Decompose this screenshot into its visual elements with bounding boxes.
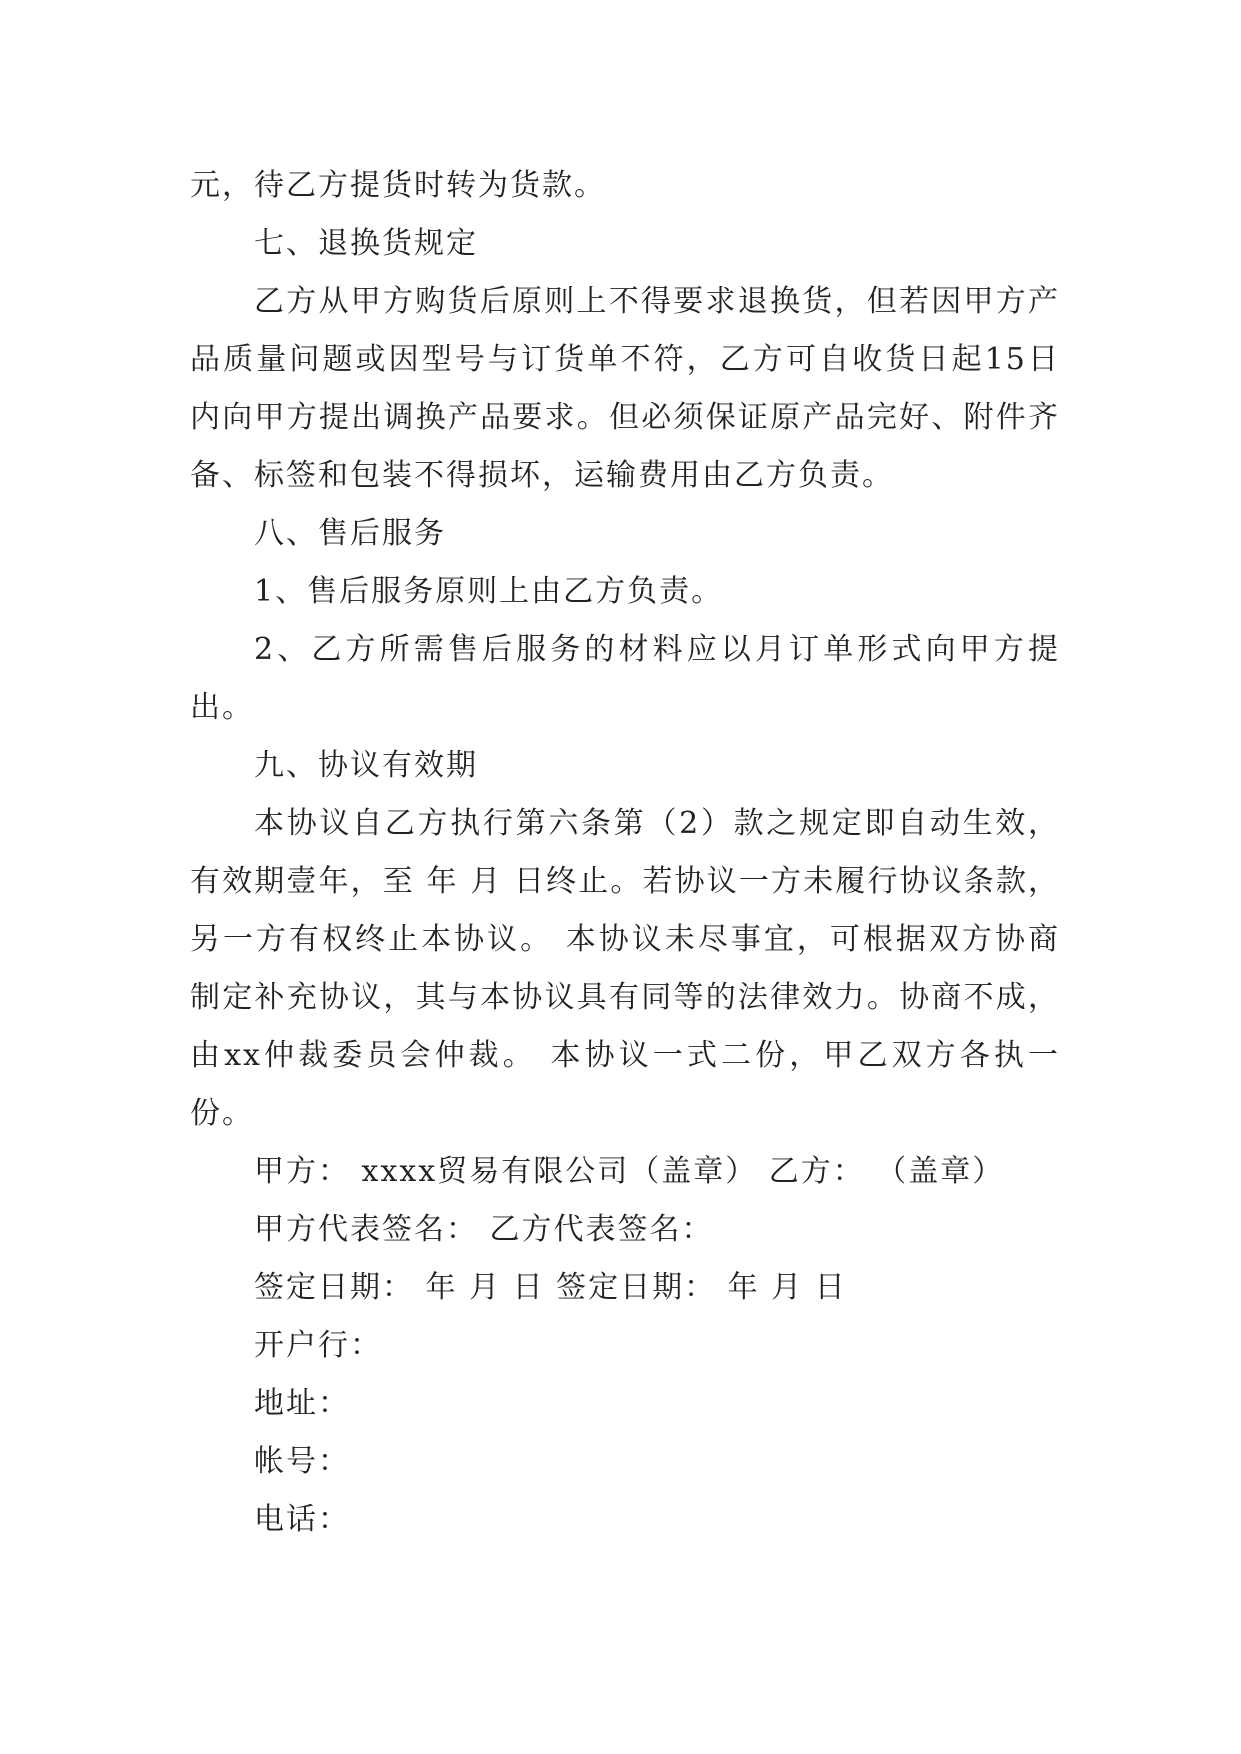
paragraph-validity: 本协议自乙方执行第六条第（2）款之规定即自动生效，有效期壹年，至 年 月 日终止。若协议一方未履行协议条款，另一方有权终止本协议。 本协议未尽事宜，可根据双方协商制定补充协议，其与本协议具有同等的法律效力。协商不成，由xx仲裁委员会仲裁。 本协议一式二份，甲乙双方各执一份。 (190, 806, 1060, 1131)
address-field-label: 地址： (254, 1386, 350, 1421)
signature-parties: 甲方： xxxx贸易有限公司（盖章） 乙方： （盖章） (254, 1154, 1005, 1189)
section-heading-validity: 九、协议有效期 (254, 748, 478, 783)
bank-field-label: 开户行： (254, 1328, 382, 1363)
phone-field-label: 电话： (254, 1502, 350, 1537)
signature-representatives: 甲方代表签名： 乙方代表签名： (254, 1212, 714, 1247)
paragraph-after-sales-1: 1、售后服务原则上由乙方负责。 (254, 574, 724, 609)
section-heading-after-sales: 八、售后服务 (254, 516, 446, 551)
section-heading-returns: 七、退换货规定 (254, 226, 478, 261)
paragraph-continuation: 元，待乙方提货时转为货款。 (190, 168, 606, 203)
signature-dates: 签定日期： 年 月 日 签定日期： 年 月 日 (254, 1270, 847, 1305)
paragraph-returns-policy: 乙方从甲方购货后原则上不得要求退换货，但若因甲方产品质量问题或因型号与订货单不符，乙方可自收货日起15日内向甲方提出调换产品要求。但必须保证原产品完好、附件齐备、标签和包装不得损坏，运输费用由乙方负责。 (190, 284, 1060, 493)
account-field-label: 帐号： (254, 1444, 350, 1479)
document-body (190, 157, 1060, 1549)
paragraph-after-sales-2: 2、乙方所需售后服务的材料应以月订单形式向甲方提出。 (190, 632, 1060, 725)
